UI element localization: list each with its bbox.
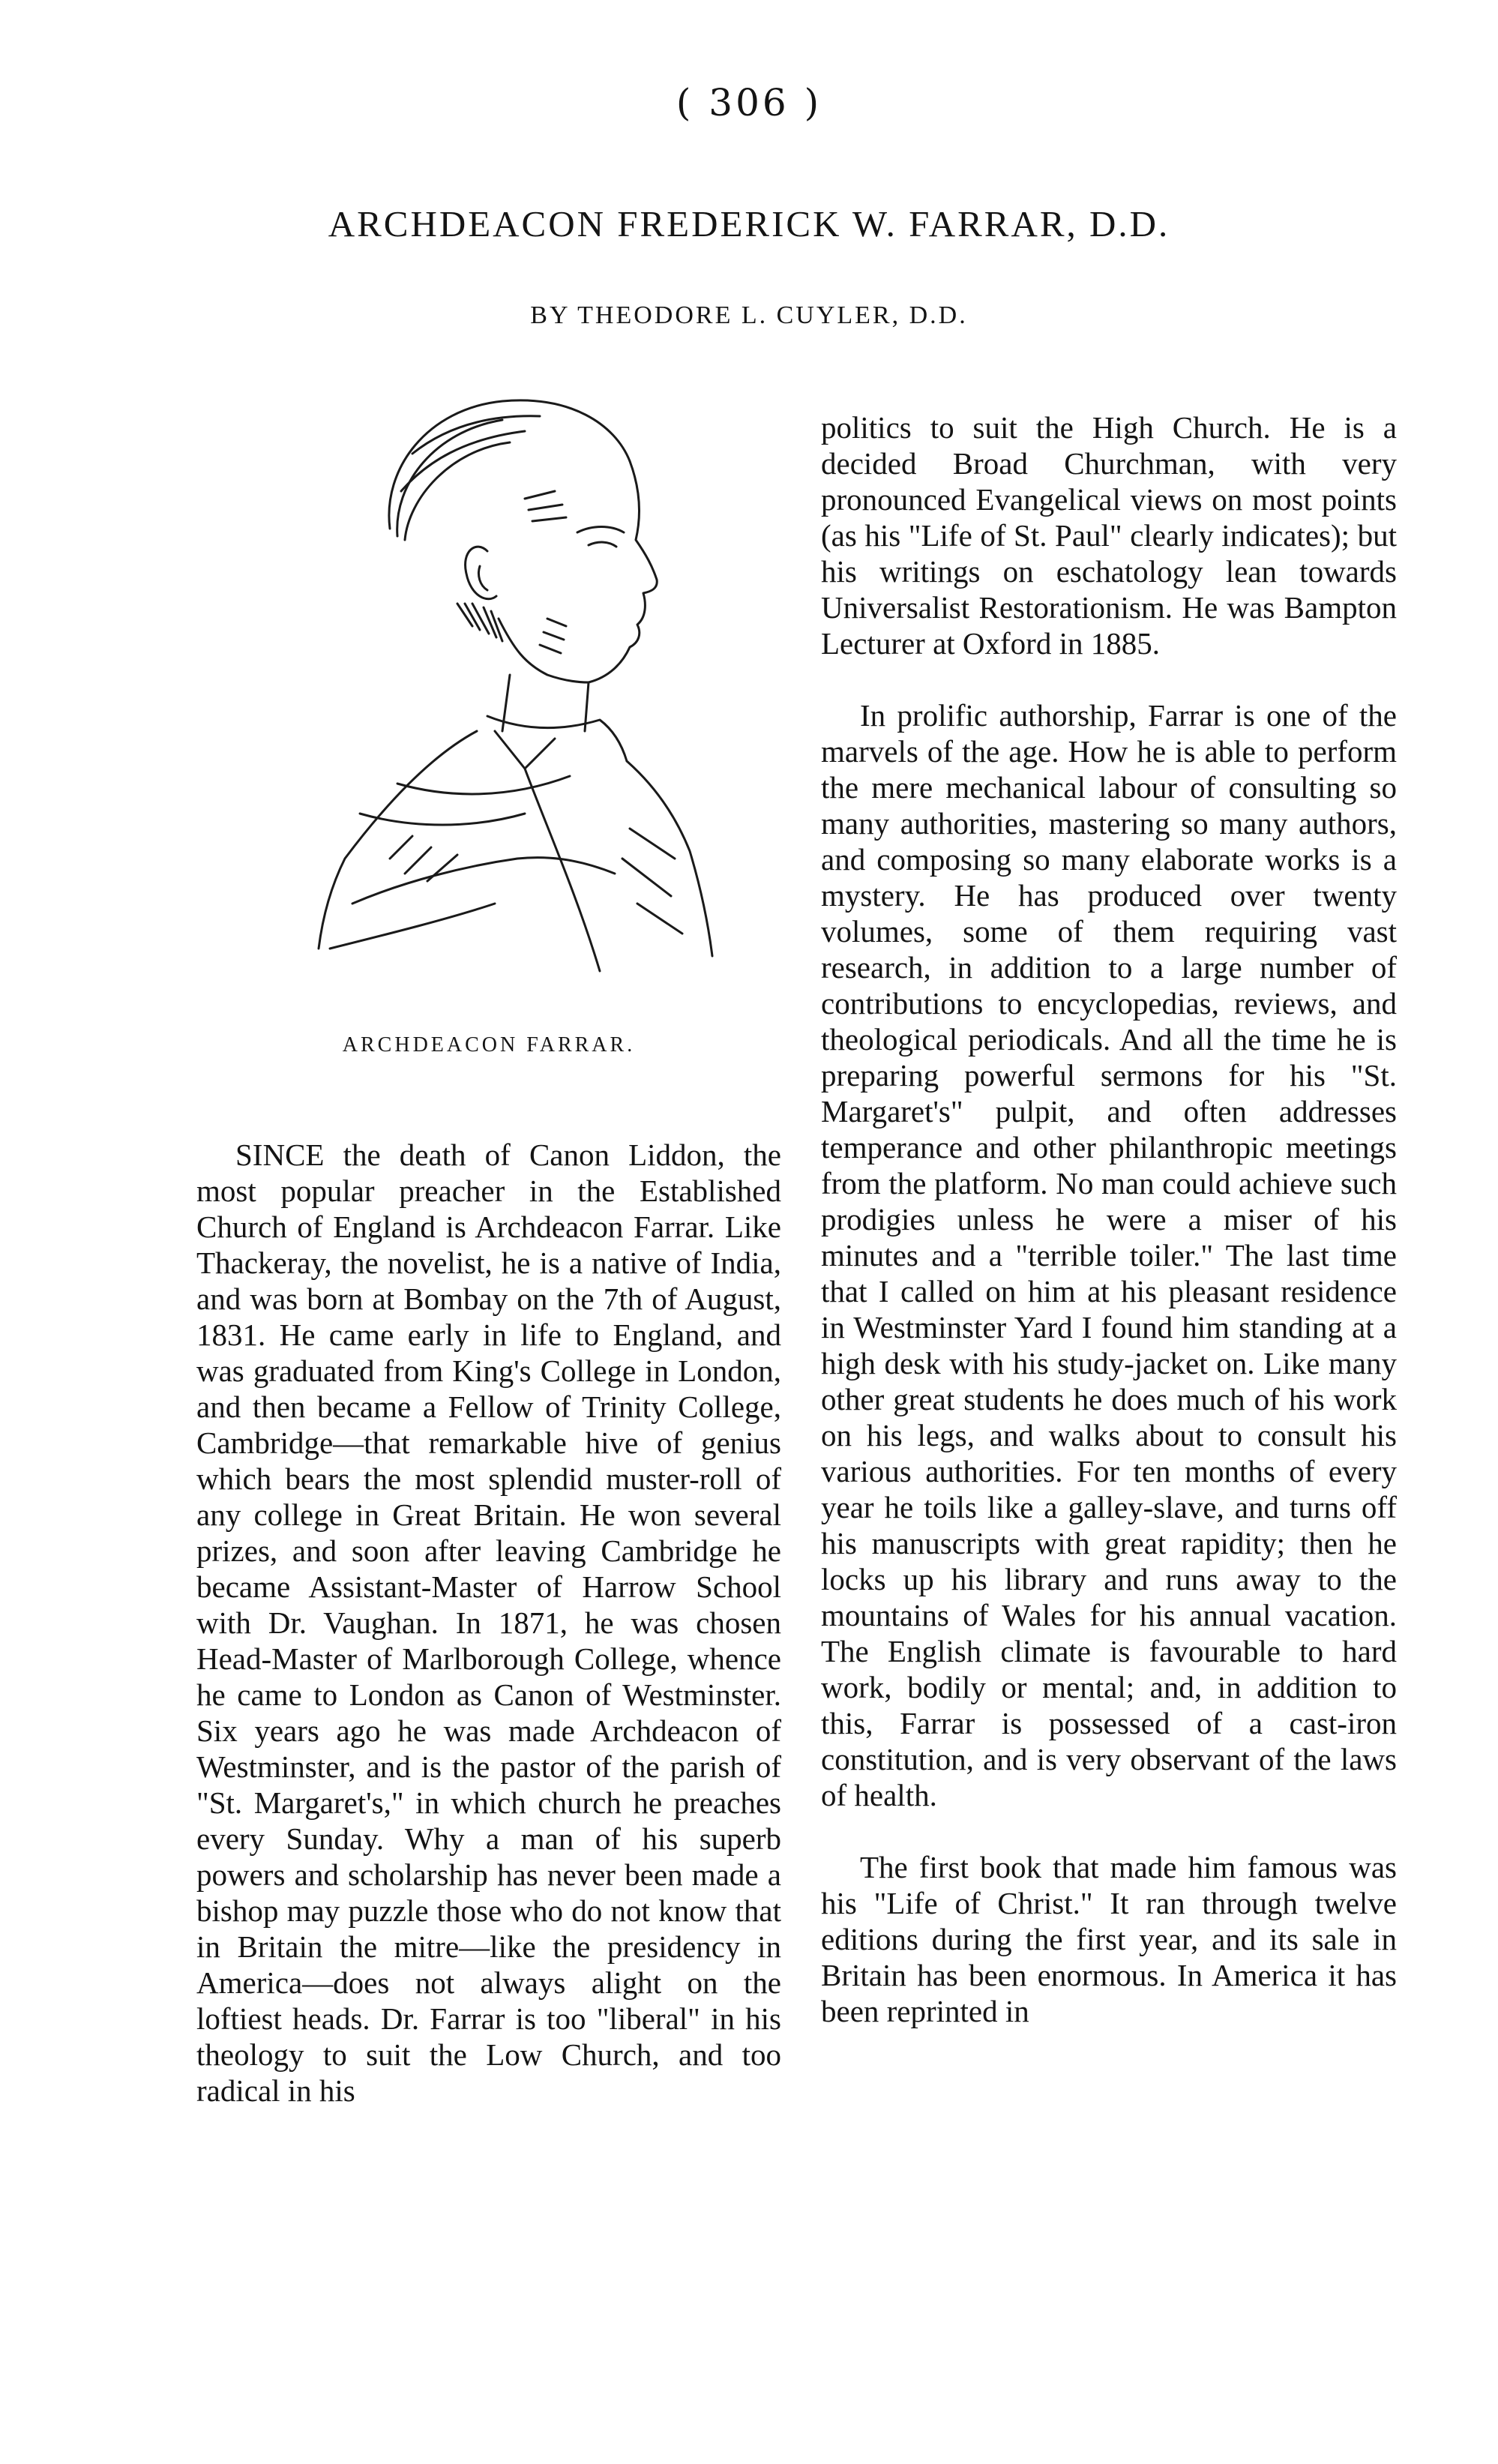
left-column <box>196 1101 781 2145</box>
portrait-engraving <box>300 379 727 1009</box>
article-byline: BY THEODORE L. CUYLER, D.D. <box>530 301 968 329</box>
left-paragraph-1: SINCE the death of Canon Liddon, the most popular preacher in the Established Church of England is Archdeacon Farrar. Like Thackeray, the novelist, he is a native of India, and was born at Bombay on the 7th of August, 1831. He came early in life to England, and was graduated from King's College in London, and then became a Fellow of Trinity College, Cambridge—that remarkable hive of genius which bears the most splendid muster-roll of any college in Great Britain. He won several prizes, and soon after leaving Cambridge he became Assistant-Master of Harrow School with Dr. Vaughan. In 1871, he was chosen Head-Master of Marlborough College, whence he came to London as Canon of Westminster. Six years ago he was made Archdeacon of Westminster, and is the pastor of the parish of "St. Margaret's," in which church he preaches every Sunday. Why a man of his superb powers and scholarship has never been made a bishop may puzzle those who do not know that in Britain the mitre—like the presidency in America—does not always alight on the loftiest heads. Dr. Farrar is too "liberal" in his theology to suit the Low Church, and too radical in his <box>196 1138 781 2108</box>
right-column <box>821 373 1397 2065</box>
right-paragraph-3: The first book that made him famous was his "Life of Christ." It ran through twelve editions during the first year, and its sale in Britain has been enormous. In America it has been reprinted in <box>821 1850 1397 2028</box>
right-paragraph-2: In prolific authorship, Farrar is one of the marvels of the age. How he is able to perform the mere mechanical labour of consulting so many authorities, mastering so many authors, and composing so many elaborate works is a mystery. He has produced over twenty volumes, some of them requiring vast research, in addition to a large number of contributions to encyclopedias, reviews, and theological periodicals. And all the time he is preparing powerful sermons for his "St. Margaret's" pulpit, and often addresses temperance and other philanthropic meetings from the platform. No man could achieve such prodigies unless he were a miser of his minutes and a "terrible toiler." The last time that I called on him at his pleasant residence in Westminster Yard I found him standing at a high desk with his study-jacket on. Like many other great students he does much of his work on his legs, and walks about to consult his various authorities. For ten months of every year he toils like a galley-slave, and turns off his manuscripts with great rapidity; then he locks up his library and runs away to the mountains of Wales for his annual vacation. The English climate is favourable to hard work, bodily or mental; and, in addition to this, Farrar is possessed of a cast-iron constitution, and is very observant of the laws of health. <box>821 698 1397 1812</box>
right-paragraph-1: politics to suit the High Church. He is a decided Broad Churchman, with very pronounced Evangelical views on most points (as his "Life of St. Paul" clearly indicates); but his writings on eschatology lean towards Universalist Restorationism. He was Bampton Lecturer at Oxford in 1885. <box>821 410 1397 661</box>
page-number: ( 306 ) <box>676 81 822 124</box>
portrait-caption: ARCHDEACON FARRAR. <box>342 1033 636 1057</box>
article-title: ARCHDEACON FREDERICK W. FARRAR, D.D. <box>328 203 1170 244</box>
